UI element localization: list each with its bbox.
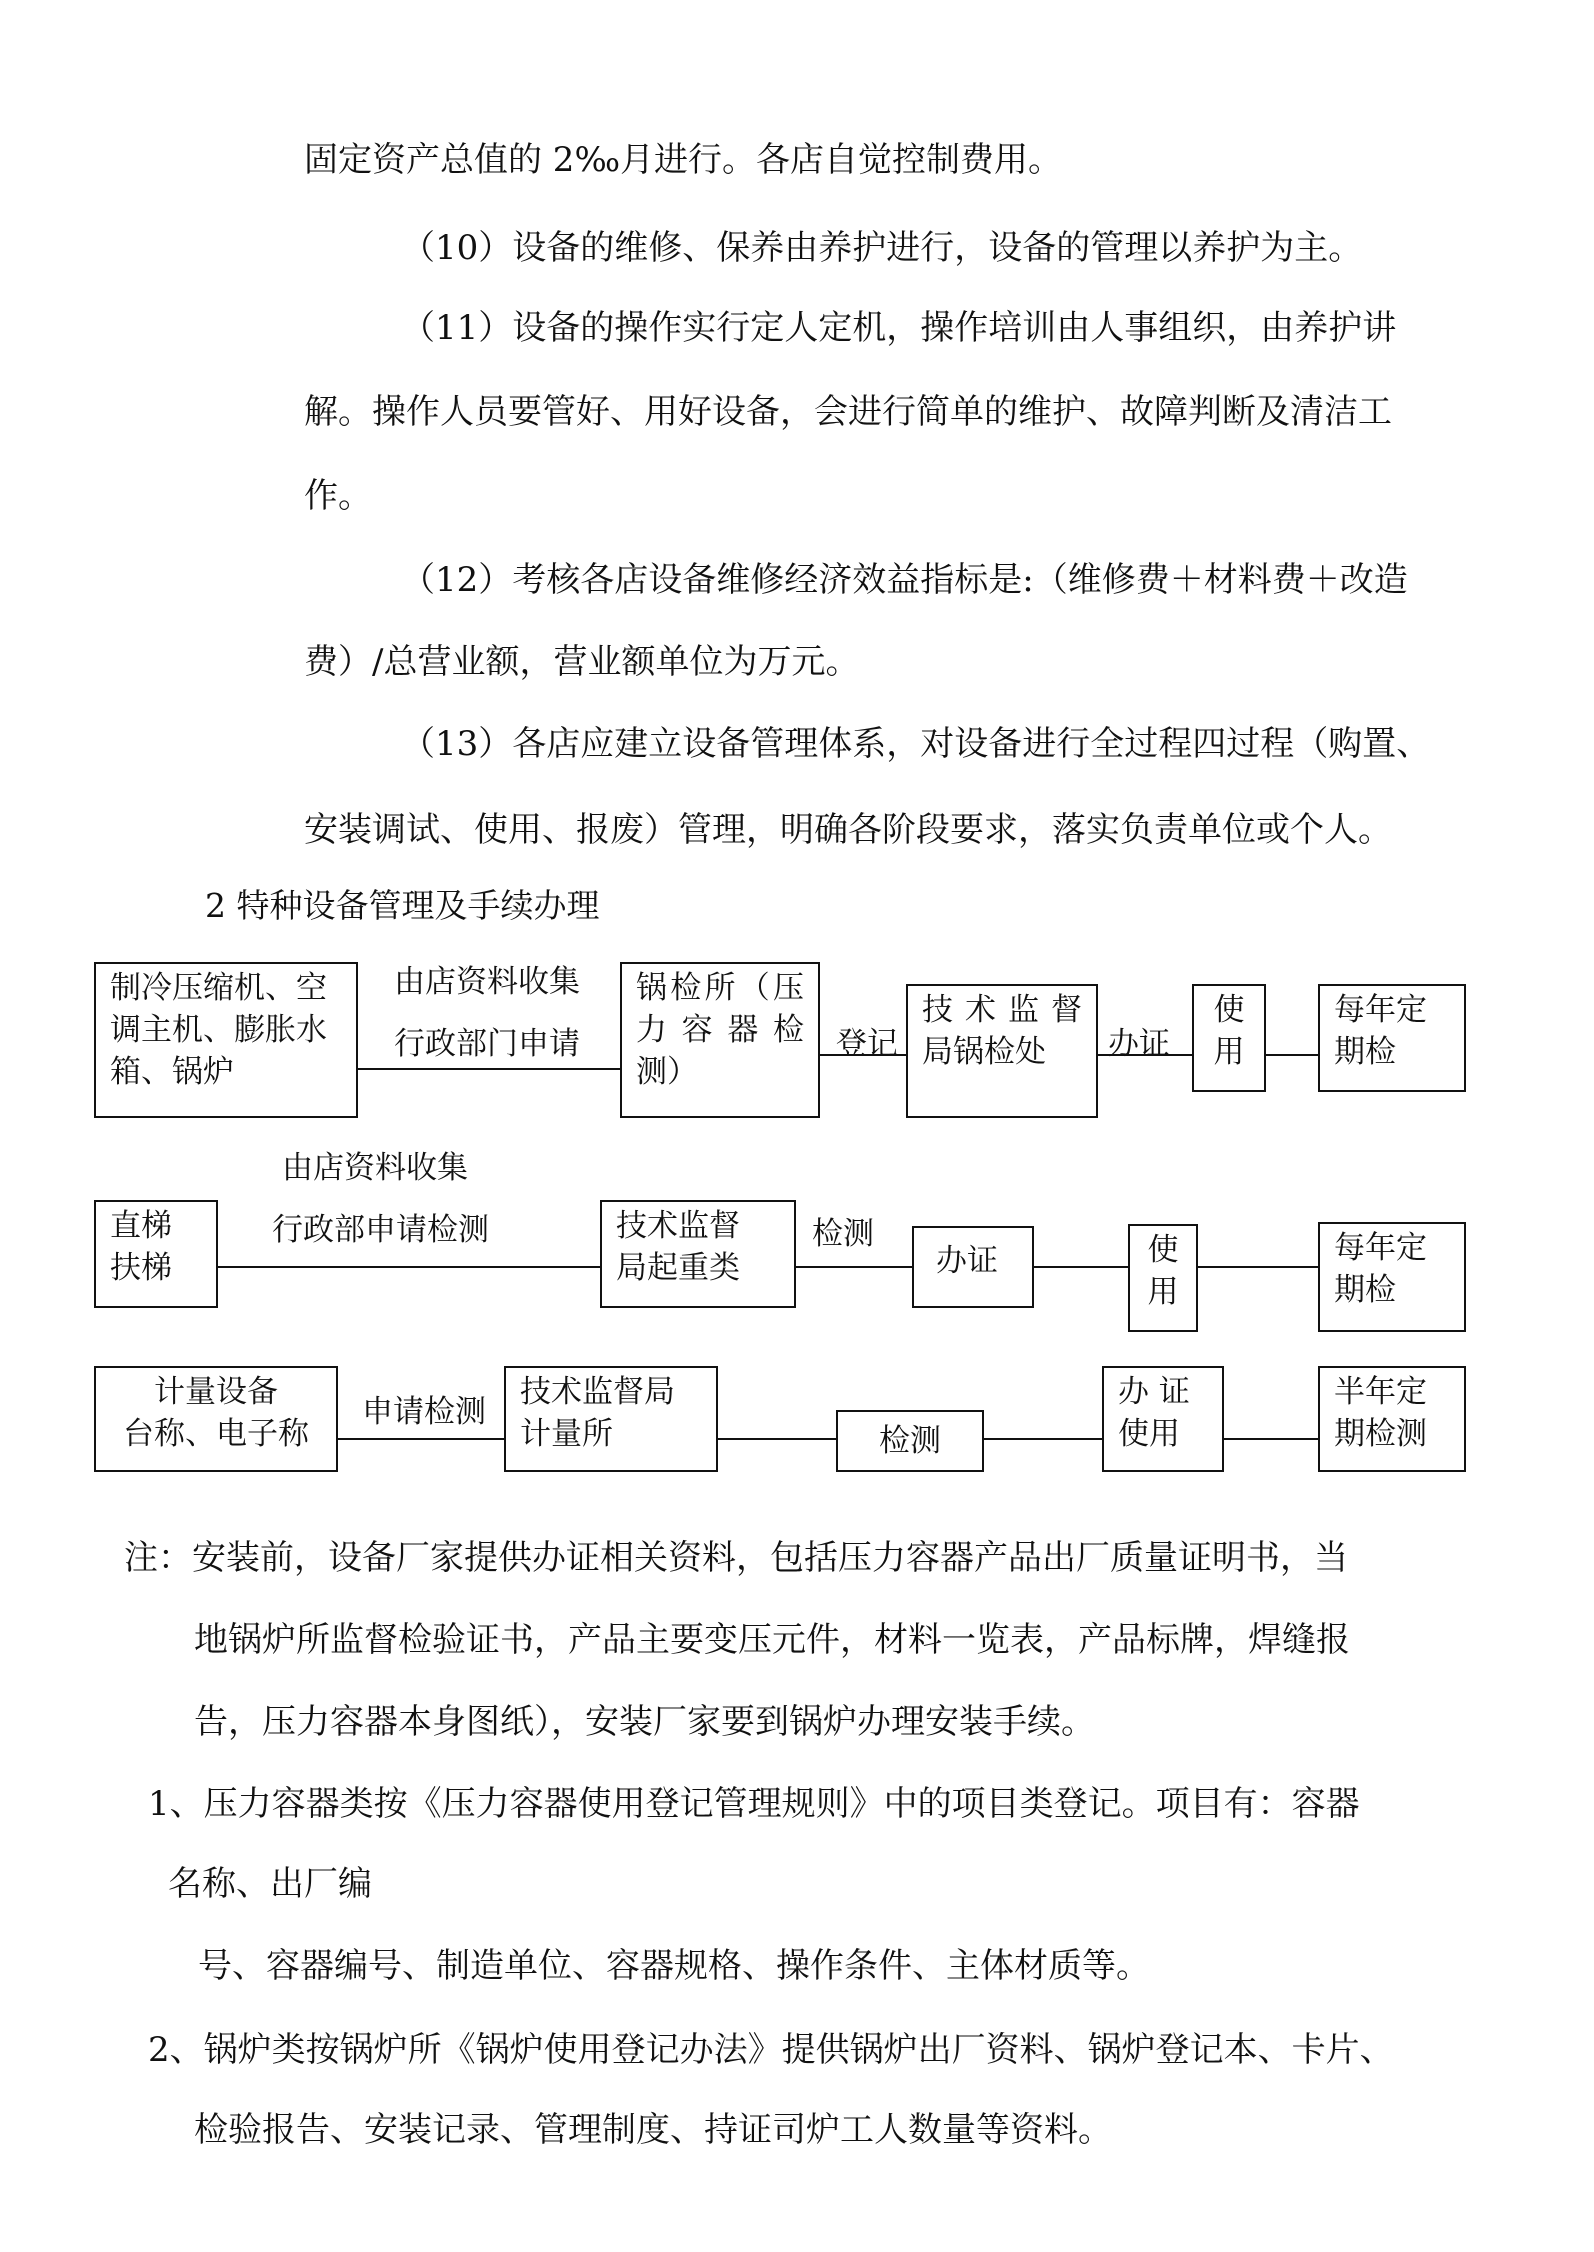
connector-line bbox=[336, 1438, 506, 1440]
note-line: 1、压力容器类按《压力容器使用登记管理规则》中的项目类登记。项目有：容器 bbox=[148, 1784, 1360, 1824]
note-line: 2、锅炉类按锅炉所《锅炉使用登记办法》提供锅炉出厂资料、锅炉登记本、卡片、 bbox=[148, 2030, 1394, 2070]
flow3-box-test: 检测 bbox=[836, 1410, 984, 1472]
paragraph-line: 解。操作人员要管好、用好设备，会进行简单的维护、故障判断及清洁工 bbox=[304, 392, 1392, 432]
note-line: 地锅炉所监督检验证书，产品主要变压元件，材料一览表，产品标牌，焊缝报 bbox=[194, 1620, 1350, 1660]
flow3-box-metering: 计量设备 台称、电子称 bbox=[94, 1366, 338, 1472]
flow2-box-annual-check: 每年定 期检 bbox=[1318, 1222, 1466, 1332]
note-line: 注：安装前，设备厂家提供办证相关资料，包括压力容器产品出厂质量证明书，当 bbox=[124, 1538, 1348, 1578]
flow3-box-metrology: 技术监督局 计量所 bbox=[504, 1366, 718, 1472]
flow1-box-boiler-inspection: 锅检所（压 力 容 器 检 测） bbox=[620, 962, 820, 1118]
flow2-box-lifting: 技术监督 局起重类 bbox=[600, 1200, 796, 1308]
connector-line bbox=[1264, 1054, 1320, 1056]
note-line: 检验报告、安装记录、管理制度、持证司炉工人数量等资料。 bbox=[194, 2110, 1112, 2150]
note-line: 告，压力容器本身图纸），安装厂家要到锅炉办理安装手续。 bbox=[194, 1702, 1095, 1742]
flow2-label-collect: 由店资料收集 bbox=[282, 1150, 468, 1186]
connector-line bbox=[216, 1266, 602, 1268]
flow1-label-collect: 由店资料收集 bbox=[394, 964, 580, 1000]
flow3-label-apply: 申请检测 bbox=[362, 1394, 486, 1430]
connector-line bbox=[794, 1266, 914, 1268]
flow1-label-register: 登记 bbox=[836, 1026, 898, 1062]
section-heading: 2 特种设备管理及手续办理 bbox=[205, 886, 600, 925]
flow2-label-apply: 行政部申请检测 bbox=[272, 1212, 489, 1248]
flow3-box-certify-use: 办 证 使用 bbox=[1102, 1366, 1224, 1472]
flow1-box-equipment: 制冷压缩机、空 调主机、膨胀水 箱、锅炉 bbox=[94, 962, 358, 1118]
paragraph-line: （11）设备的操作实行定人定机，操作培训由人事组织，由养护讲 bbox=[401, 308, 1397, 348]
paragraph-line: 费）/总营业额，营业额单位为万元。 bbox=[304, 642, 860, 682]
paragraph-line: 安装调试、使用、报废）管理，明确各阶段要求，落实负责单位或个人。 bbox=[304, 810, 1392, 850]
flow2-box-elevator: 直梯 扶梯 bbox=[94, 1200, 218, 1308]
connector-line bbox=[1032, 1266, 1130, 1268]
paragraph-line: 固定资产总值的 2‰月进行。各店自觉控制费用。 bbox=[304, 140, 1063, 180]
flow2-box-use: 使 用 bbox=[1128, 1224, 1198, 1332]
connector-line bbox=[356, 1068, 622, 1070]
note-line: 名称、出厂编 bbox=[168, 1864, 372, 1904]
paragraph-line: （10）设备的维修、保养由养护进行，设备的管理以养护为主。 bbox=[401, 228, 1363, 268]
flow1-box-supervision: 技 术 监 督 局锅检处 bbox=[906, 984, 1098, 1118]
flow3-box-halfyear-check: 半年定 期检测 bbox=[1318, 1366, 1466, 1472]
connector-line bbox=[716, 1438, 838, 1440]
flow2-box-certify: 办证 bbox=[912, 1226, 1034, 1308]
flow1-label-apply: 行政部门申请 bbox=[394, 1026, 580, 1062]
flow2-label-test: 检测 bbox=[812, 1216, 874, 1252]
connector-line bbox=[1222, 1438, 1320, 1440]
flow1-box-use: 使 用 bbox=[1192, 984, 1266, 1092]
note-line: 号、容器编号、制造单位、容器规格、操作条件、主体材质等。 bbox=[198, 1946, 1150, 1986]
paragraph-line: （12）考核各店设备维修经济效益指标是:（维修费＋材料费＋改造 bbox=[401, 560, 1408, 600]
paragraph-line: （13）各店应建立设备管理体系，对设备进行全过程四过程（购置、 bbox=[401, 724, 1431, 764]
connector-line bbox=[982, 1438, 1104, 1440]
flow1-box-annual-check: 每年定 期检 bbox=[1318, 984, 1466, 1092]
paragraph-line: 作。 bbox=[304, 476, 372, 516]
connector-line bbox=[1196, 1266, 1320, 1268]
flow1-label-certify: 办证 bbox=[1108, 1026, 1170, 1062]
